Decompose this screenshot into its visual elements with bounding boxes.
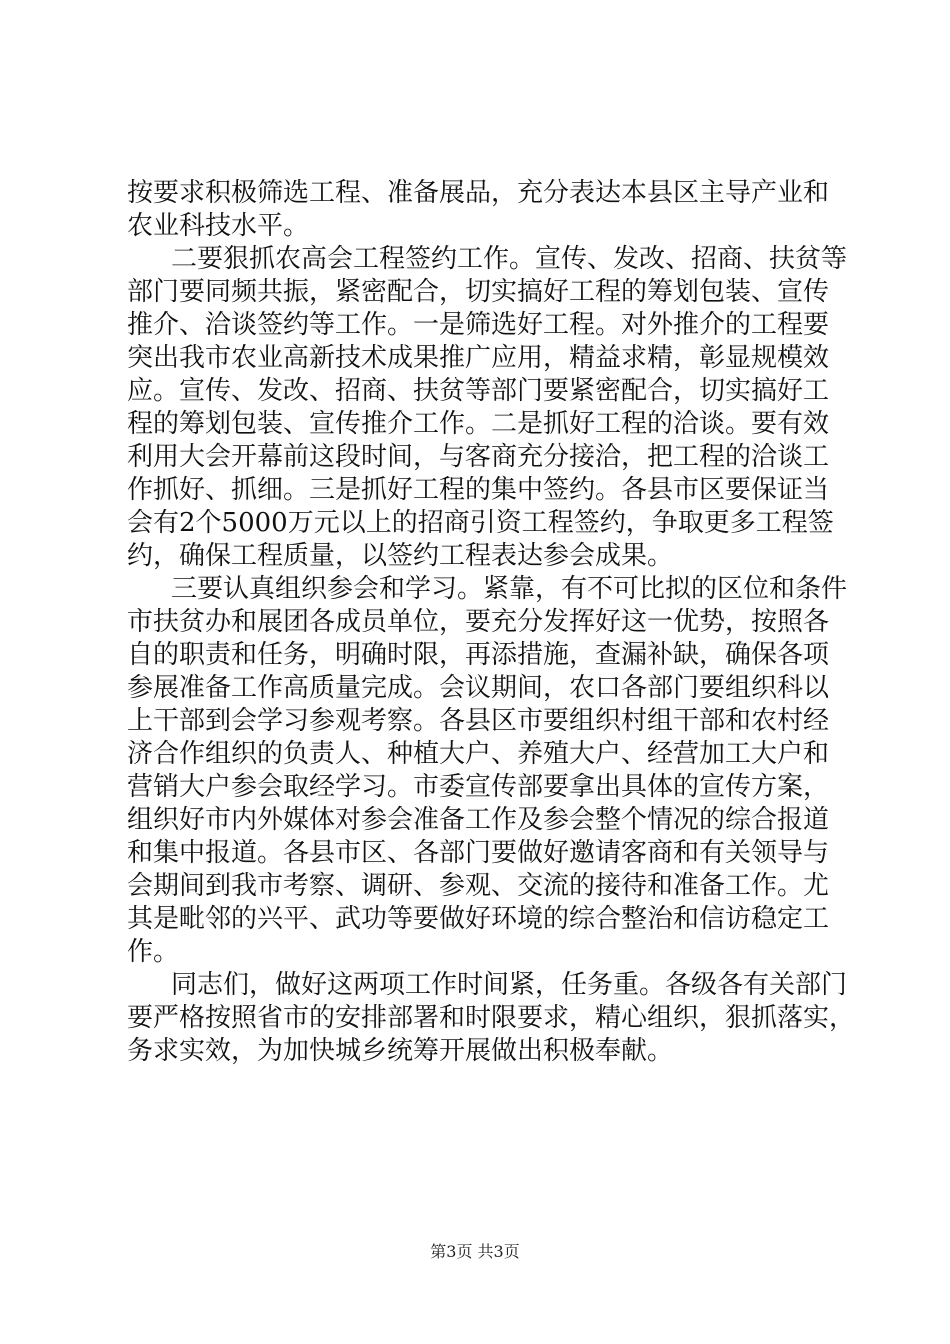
text-line: 济合作组织的负责人、种植大户、养殖大户、经营加工大户和 [127,739,830,769]
paragraph-start-line: 同志们，做好这两项工作时间紧，任务重。各级各有关部门 [171,970,848,1000]
text-line: 作。 [127,937,180,967]
page-number-footer: 第3页 共3页 [430,1242,520,1261]
text-line: 作抓好、抓细。三是抓好工程的集中签约。各县市区要保证当 [127,475,830,505]
text-line: 和集中报道。各县市区、各部门要做好邀请客商和有关领导与 [127,838,830,868]
text-line: 应。宣传、发改、招商、扶贫等部门要紧密配合，切实搞好工 [127,376,830,406]
text-line: 参展准备工作高质量完成。会议期间，农口各部门要组织科以 [127,673,830,703]
text-line: 推介、洽谈签约等工作。一是筛选好工程。对外推介的工程要 [127,310,830,340]
text-line: 农业科技水平。 [127,211,310,241]
text-line: 组织好市内外媒体对参会准备工作及参会整个情况的综合报道 [127,805,830,835]
text-line: 会期间到我市考察、调研、参观、交流的接待和准备工作。尤 [127,871,830,901]
text-line: 按要求积极筛选工程、准备展品，充分表达本县区主导产业和 [127,178,830,208]
text-line: 务求实效，为加快城乡统筹开展做出积极奉献。 [127,1036,674,1066]
text-line: 市扶贫办和展团各成员单位，要充分发挥好这一优势，按照各 [127,607,830,637]
text-line: 约，确保工程质量，以签约工程表达参会成果。 [127,541,674,571]
text-line: 其是毗邻的兴平、武功等要做好环境的综合整治和信访稳定工 [127,904,830,934]
paragraph-start-line: 二要狠抓农高会工程签约工作。宣传、发改、招商、扶贫等 [171,244,848,274]
text-line: 突出我市农业高新技术成果推广应用，精益求精，彰显规模效 [127,343,830,373]
text-line: 要严格按照省市的安排部署和时限要求，精心组织，狠抓落实， [127,1003,856,1033]
text-line: 上干部到会学习参观考察。各县区市要组织村组干部和农村经 [127,706,830,736]
paragraph-start-line: 三要认真组织参会和学习。紧靠，有不可比拟的区位和条件 [171,574,848,604]
text-line: 部门要同频共振，紧密配合，切实搞好工程的筹划包装、宣传 [127,277,830,307]
text-line: 会有2个5000万元以上的招商引资工程签约，争取更多工程签 [127,508,834,538]
text-line: 程的筹划包装、宣传推介工作。二是抓好工程的洽谈。要有效 [127,409,830,439]
text-line: 利用大会开幕前这段时间，与客商充分接洽，把工程的洽谈工 [127,442,830,472]
text-line: 营销大户参会取经学习。市委宣传部要拿出具体的宣传方案， [127,772,830,802]
text-line: 自的职责和任务，明确时限，再添措施，查漏补缺，确保各项 [127,640,830,670]
